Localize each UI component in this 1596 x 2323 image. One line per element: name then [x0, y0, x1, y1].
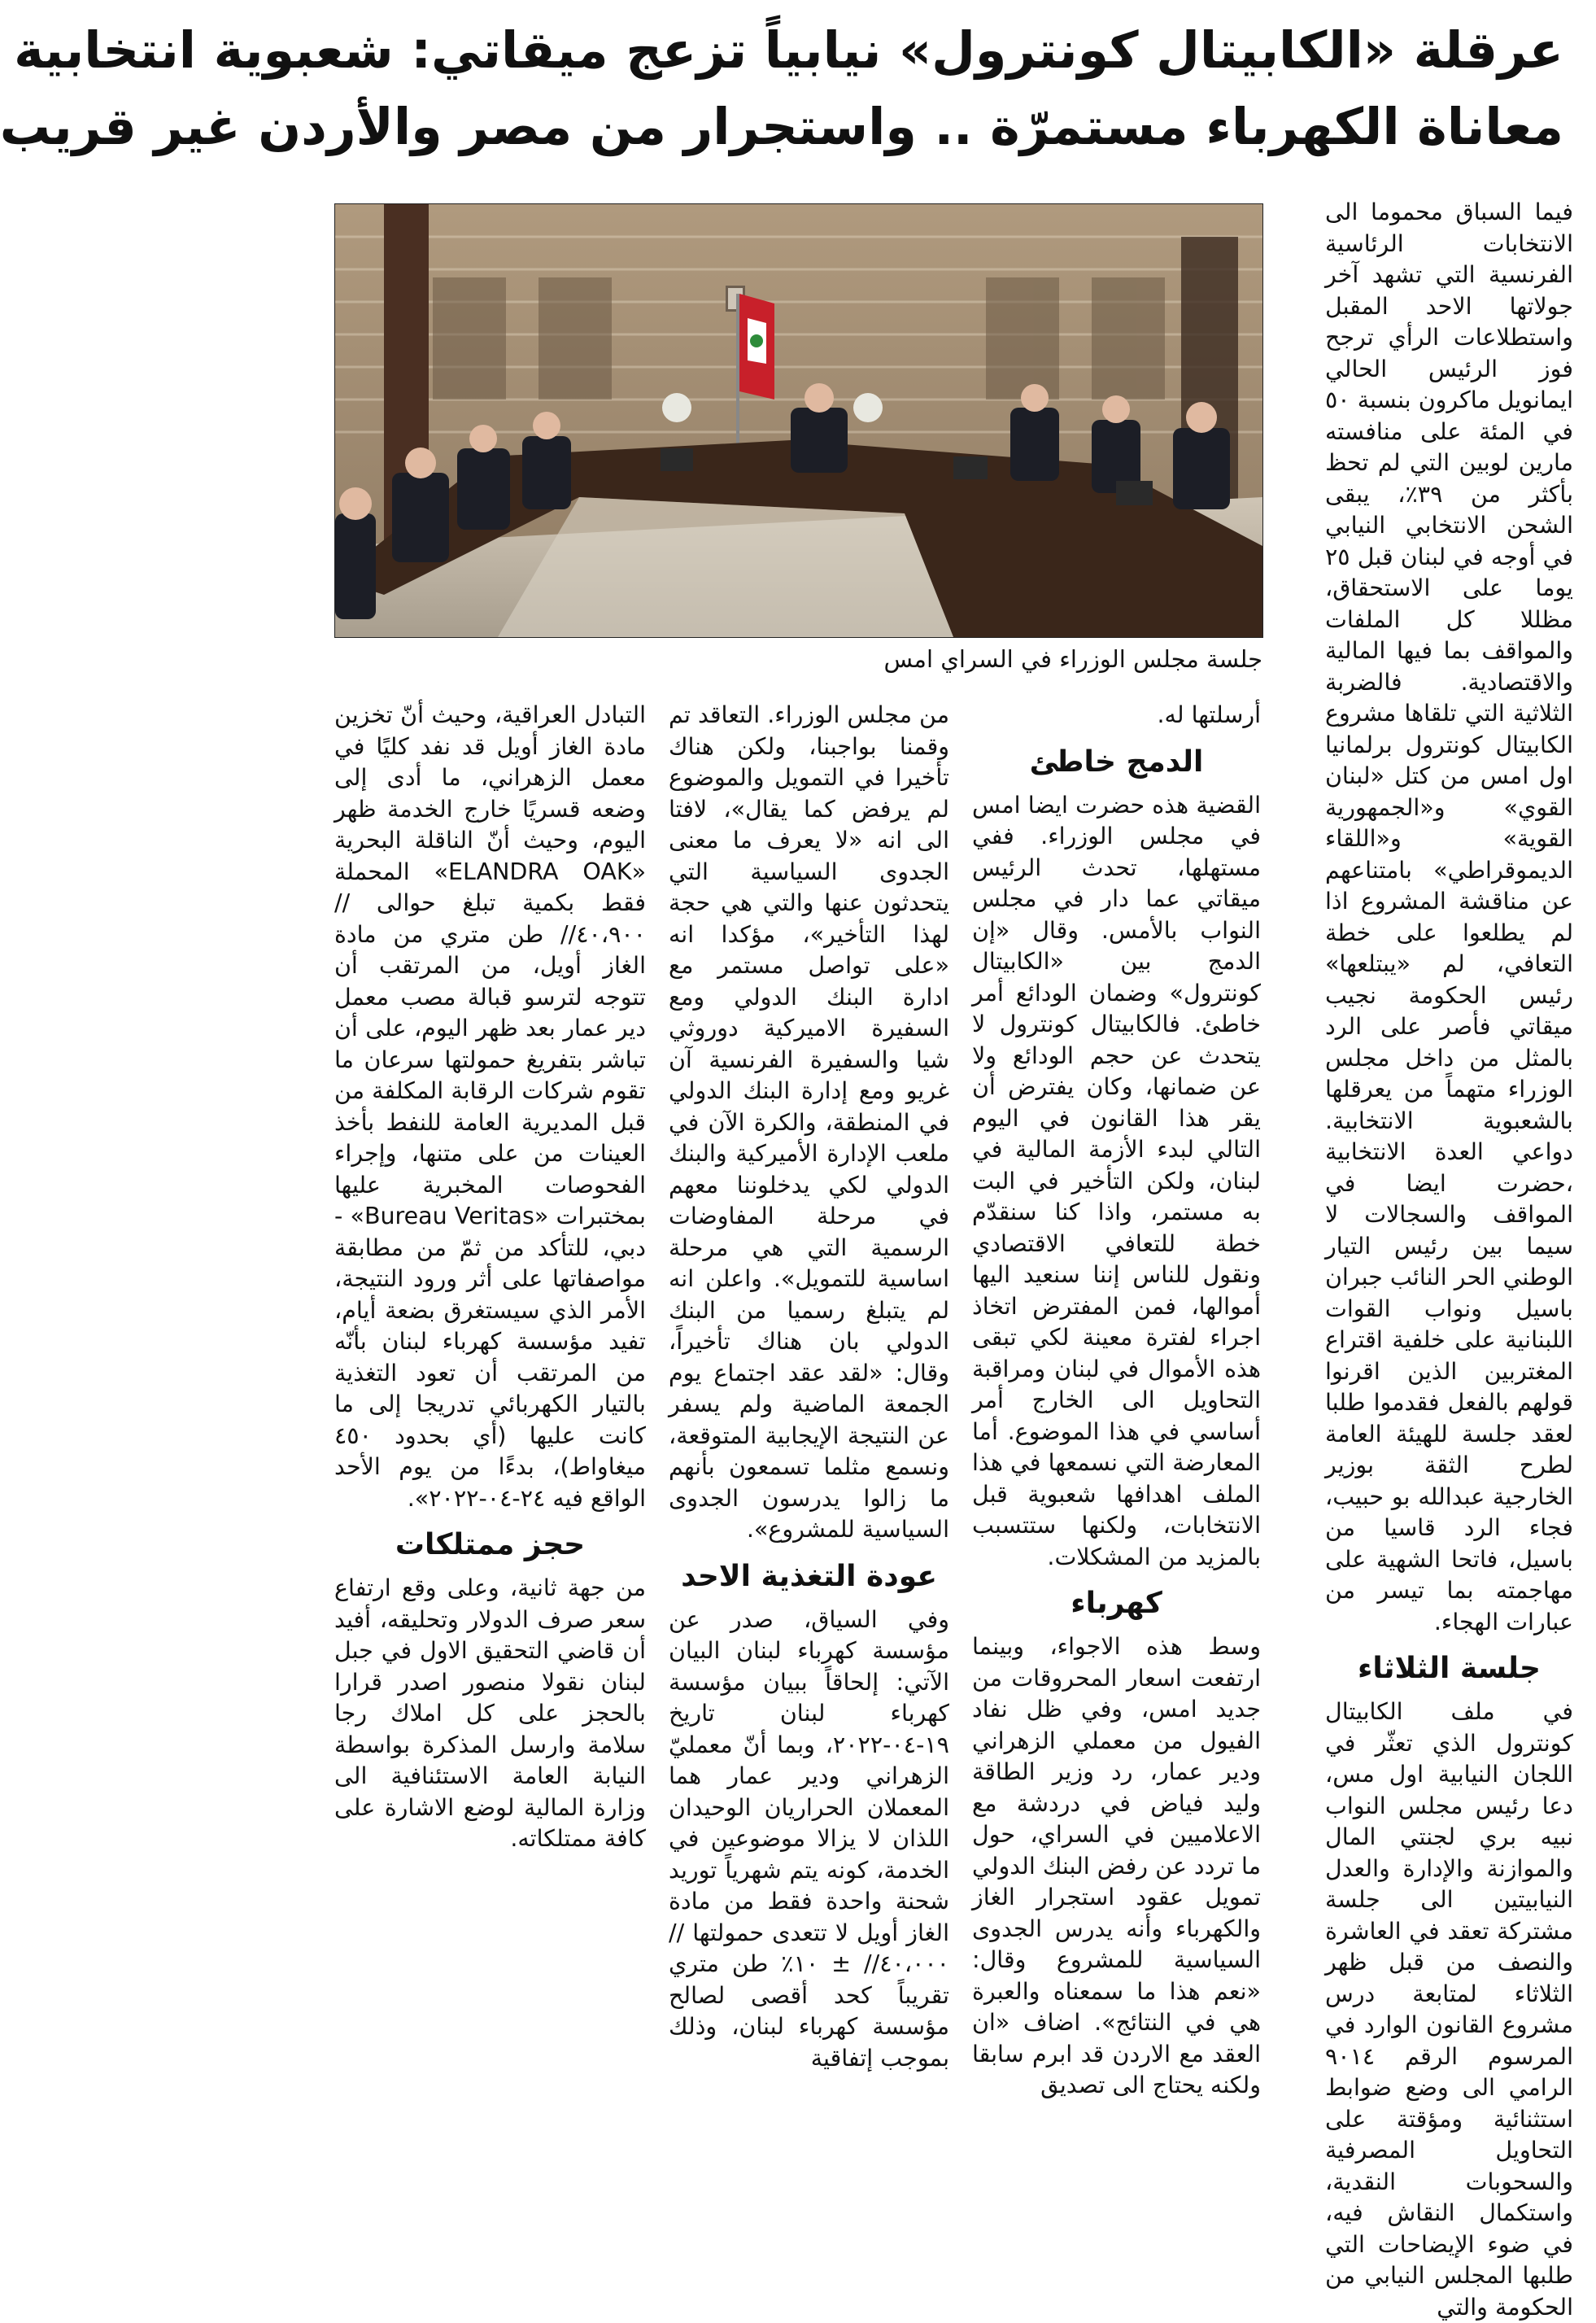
paragraph: وفي السياق، صدر عن مؤسسة كهرباء لبنان البيان الآتي: إلحاقاً ببيان مؤسسة كهرباء لبنان تاريخ ١٩-٠٤-٢٠٢٢، وبما أنّ معمليّ الزهراني ودير عمار هما المعملان الحراريان الوحيدان اللذان لا يزالا موضوعين في الخدمة، كونه يتم شهرياً توريد شحنة واحدة فقط من مادة الغاز أويل لا تتعدى حمولتها //٤٠،٠٠٠// ± ١٠٪ طن متري تقريباً كحد أقصى لصالح مؤسسة كهرباء لبنان، وذلك بموجب إتفاقية: [669, 1605, 949, 2072]
article-column-2: [972, 700, 1261, 2246]
paragraph: من جهة ثانية، وعلى وقع ارتفاع سعر صرف الدولار وتحليقه، أفيد أن قاضي التحقيق الاول في جبل لبنان نقولا منصور اصدر قرارا بالحجز على كل املاك رجا سلامة وارسل المذكرة بواسطة النيابة العامة الاستئنافية الى وزارة المالية لوضع الاشارة على كافة ممتلكاته.: [334, 1574, 646, 1852]
subheading: جلسة الثلاثاء: [1358, 1652, 1541, 1685]
headline-line-1: عرقلة «الكابيتال كونترول» نيابياً تزعج ميقاتي: شعبوية انتخابية: [14, 20, 1563, 80]
subheading: كهرباء: [1071, 1587, 1162, 1620]
subheading: حجز ممتلكات: [395, 1528, 586, 1561]
paragraph: القضية هذه حضرت ايضا امس في مجلس الوزراء. ففي مستهلها، تحدث الرئيس ميقاتي عما دار في مجلس النواب بالأمس. وقال «إن الدمج بين «الكابيتال كونترول» وضمان الودائع أمر خاطئ. فالكابيتال كونترول لا يتحدث عن حجم الودائع ولا عن ضمانها، وكان يفترض أن يقر هذا القانون في اليوم التالي لبدء الأزمة المالية في لبنان، ولكن التأخير في البت به مستمر، واذا كنا سنقدّم خطة للتعافي الاقتصادي ونقول للناس إننا سنعيد اليها أموالها، فمن المفترض اتخاذ اجراء لفترة معينة لكي تبقى هذه الأموال في لبنان ومراقبة التحاويل الى الخارج أمر أساسي في هذا الموضوع. أما المعارضة التي نسمعها في هذا الملف اهدافها شعبوية قبل الانتخابات، ولكنها ستتسبب بالمزيد من المشكلات.: [972, 791, 1261, 1570]
paragraph: أرسلتها له.: [1157, 701, 1261, 728]
headline-line-2: معاناة الكهرباء مستمرّة .. واستجرار من مصر والأردن غير قريب: [0, 97, 1563, 156]
subheading: الدمج خاطئ: [1029, 744, 1204, 779]
subheading: عودة التغذية الاحد: [681, 1559, 937, 1593]
article-column-4: [334, 700, 646, 2246]
paragraph: التبادل العراقية، وحيث أنّ تخزين مادة الغاز أويل قد نفد كليًا في معمل الزهراني، ما أدى إلى وضعه قسريًا خارج الخدمة ظهر اليوم، وحيث أنّ الناقلة البحرية «ELANDRA OAK» المحملة فقط بكمية تبلغ حوالى //٤٠،٩٠٠// طن متري من مادة الغاز أويل، من المرتقب أن تتوجه لترسو قبالة مصب معمل دير عمار بعد ظهر اليوم، على أن تباشر بتفريغ حمولتها سرعان ما تقوم شركات الرقابة المكلفة من قبل المديرية العامة للنفط بأخذ العينات من على متنها، وإجراء الفحوصات المخبرية عليها بمختبرات «Bureau Veritas» - دبي، للتأكد من ثمّ من مطابقة مواصفاتها على أثر ورود النتيجة، الأمر الذي سيستغرق بضعة أيام، تفيد مؤسسة كهرباء لبنان بأنّه من المرتقب أن تعود التغذية بالتيار الكهربائي تدريجا إلى ما كانت عليها (أي بحدود ٤٥٠ ميغاواط)، بدءًا من يوم الأحد الواقع فيه ٢٤-٠٤-٢٠٢٢».: [334, 701, 646, 1512]
article-column-1: [1325, 197, 1573, 2321]
paragraph: وسط هذه الاجواء، وبينما ارتفعت اسعار المحروقات من جديد امس، وفي ظل نفاد الفيول من معملي الزهراني ودير عمار، رد وزير الطاقة وليد فياض في دردشة مع الاعلاميين في السراي، حول ما تردد عن رفض البنك الدولي تمويل عقود استجرار الغاز والكهرباء وأنه يدرس الجدوى السياسية للمشروع وقال: «نعم هذا ما سمعناه والعبرة هي في النتائج». اضاف «ان العقد مع الاردن قد ابرم سابقا ولكنه يحتاج الى تصديق: [972, 1633, 1261, 2098]
paragraph: في ملف الكابيتال كونترول الذي تعثّر في اللجان النيابية اول مس، دعا رئيس مجلس النواب نبيه بري لجنتي المال والموازنة والإدارة والعدل النيابيتين الى جلسة مشتركة تعقد في العاشرة والنصف من قبل ظهر الثلاثاء لمتابعة درس مشروع القانون الوارد في المرسوم الرقم ٩٠١٤ الرامي الى وضع ضوابط استثنائية ومؤقتة على التحاويل المصرفية والسحوبات النقدية، واستكمال النقاش فيه، في ضوء الإيضاحات التي طلبها المجلس النيابي من الحكومة والتي: [1325, 1698, 1573, 2321]
paragraph: من مجلس الوزراء. التعاقد تم وقمنا بواجبنا، ولكن هناك تأخيرا في التمويل والموضوع لم يرفض كما يقال»، لافتا الى انه «لا يعرف ما معنى الجدوى السياسية التي يتحدثون عنها والتي هي حجة لهذا التأخير»، مؤكدا انه «على تواصل مستمر مع ادارة البنك الدولي ومع السفيرة الاميركية دوروثي شيا والسفيرة الفرنسية آن غريو ومع إدارة البنك الدولي في المنطقة، والكرة الآن في ملعب الإدارة الأميركية والبنك الدولي لكي يدخلوننا معهم في مرحلة المفاوضات الرسمية التي هي مرحلة اساسية للتمويل». واعلن انه لم يتبلغ رسميا من البنك الدولي بان هناك تأخيراً، وقال: «لقد عقد اجتماع يوم الجمعة الماضية ولم يسفر عن النتيجة الإيجابية المتوقعة، ونسمع مثلما تسمعون بأنهم ما زالوا يدرسون الجدوى السياسية للمشروع».: [669, 701, 949, 1543]
photo-caption: جلسة مجلس الوزراء في السراي امس: [883, 645, 1262, 673]
paragraph: فيما السباق محموما الى الانتخابات الرئاسية الفرنسية التي تشهد آخر جولاتها الاحد المقبل واستطلاعات الرأي ترجح فوز الرئيس الحالي ايمانويل ماكرون بنسبة ٥٠ في المئة على منافسته مارين لوبين التي لم تحظ بأكثر من ٣٩٪، يبقى الشحن الانتخابي النيابي في أوجه في لبنان قبل ٢٥ يوما على الاستحقاق، مظللا كل الملفات والمواقف بما فيها المالية والاقتصادية. فالضربة الثلاثية التي تلقاها مشروع الكابيتال كونترول برلمانيا اول امس من كتل «لبنان القوي» و«الجمهورية القوية» و«اللقاء الديموقراطي» بامتناعهم عن مناقشة المشروع اذا لم يطلعوا على خطة التعافي، لم «يبتلعها» رئيس الحكومة نجيب ميقاتي فأصر على الرد بالمثل من داخل مجلس الوزراء متهماً من يعرقلها بالشعبوية الانتخابية. دواعي العدة الانتخابية ،حضرت ايضا في المواقف والسجالات لا سيما بين رئيس التيار الوطني الحر النائب جبران باسيل ونواب القوات اللبنانية على خلفية اقتراع المغتربين الذين اقرنوا قولهم بالفعل فقدموا طلبا لعقد جلسة للهيئة العامة لطرح الثقة بوزير الخارجية عبدالله بو حبيب، فجاء الرد قاسيا من باسيل، فاتحا الشهية على مهاجمته بما تيسر من عبارات الهجاء.: [1325, 199, 1573, 1635]
cabinet-session-photo: [334, 203, 1263, 638]
article-column-3: [669, 700, 949, 2246]
